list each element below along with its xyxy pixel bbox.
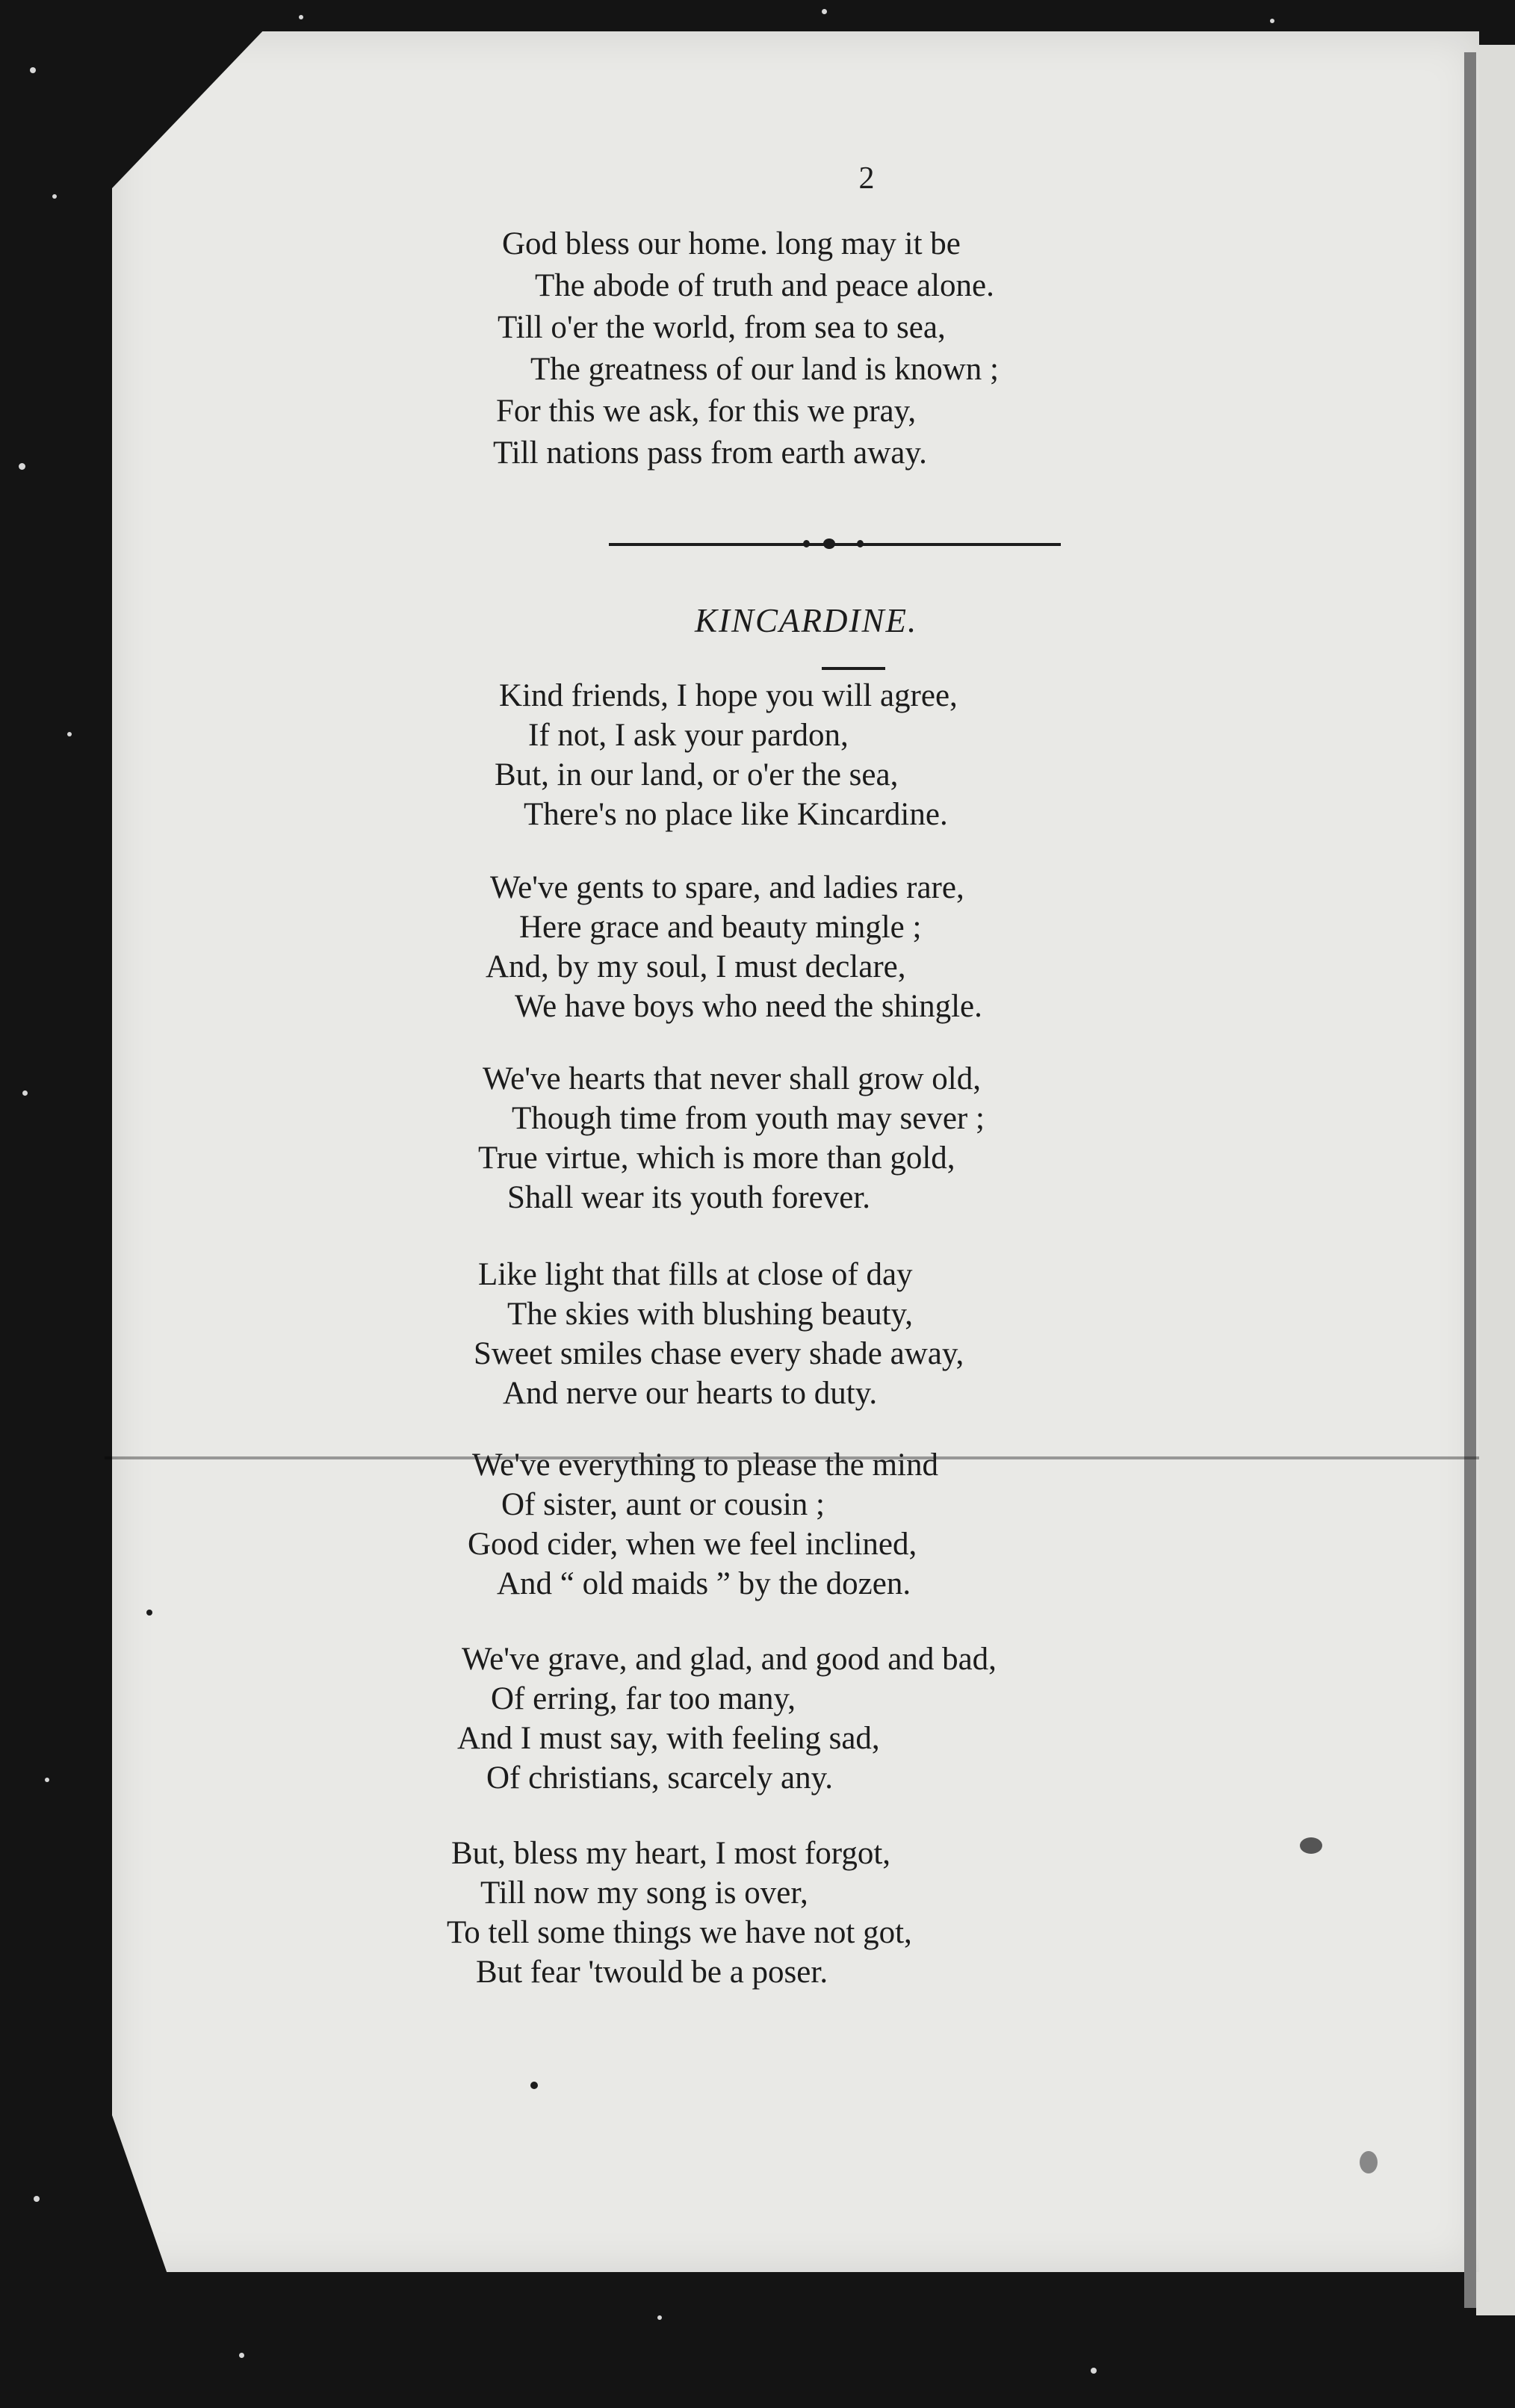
poem-line: And nerve our hearts to duty. <box>503 1376 878 1411</box>
ink-blot <box>1300 1837 1322 1854</box>
poem-line: To tell some things we have not got, <box>447 1915 912 1950</box>
dust-speck <box>822 9 827 14</box>
dust-speck <box>22 1090 28 1096</box>
poem-line: We've gents to spare, and ladies rare, <box>490 870 964 905</box>
poem-line: And I must say, with feeling sad, <box>457 1721 880 1756</box>
poem-line: The greatness of our land is known ; <box>530 352 999 387</box>
poem-line: But, bless my heart, I most forgot, <box>451 1836 891 1871</box>
poem-line: Here grace and beauty mingle ; <box>519 910 922 945</box>
dust-speck <box>30 67 36 73</box>
poem-line: Of erring, far too many, <box>491 1681 796 1716</box>
ink-blot <box>1360 2151 1378 2173</box>
poem-line: Good cider, when we feel inclined, <box>468 1527 917 1562</box>
dust-speck <box>239 2353 244 2358</box>
dust-speck <box>45 1778 49 1782</box>
poem-line: God bless our home. long may it be <box>502 226 961 261</box>
dust-speck <box>1091 2368 1097 2374</box>
poem-line: Sweet smiles chase every shade away, <box>474 1336 964 1371</box>
dust-speck <box>19 463 25 470</box>
dust-speck <box>67 732 72 736</box>
ink-dot <box>530 2082 538 2089</box>
dust-speck <box>34 2196 40 2202</box>
poem-line: Of christians, scarcely any. <box>486 1760 834 1796</box>
poem-line: We've hearts that never shall grow old, <box>483 1061 981 1096</box>
poem-line: There's no place like Kincardine. <box>524 797 948 832</box>
poem-line: Till o'er the world, from sea to sea, <box>498 310 946 345</box>
dust-speck <box>52 194 57 199</box>
poem-line: And “ old maids ” by the dozen. <box>497 1566 911 1601</box>
section-divider-ornament <box>803 540 810 547</box>
poem-line: We've everything to please the mind <box>472 1447 939 1483</box>
title-underline <box>822 667 885 670</box>
page-gutter-shadow <box>1464 52 1476 2308</box>
poem-line: Like light that fills at close of day <box>478 1257 913 1292</box>
adjacent-page-edge <box>1476 45 1515 2315</box>
poem-line: Till nations pass from earth away. <box>493 435 927 471</box>
page-number: 2 <box>858 161 875 196</box>
poem-line: Shall wear its youth forever. <box>507 1180 871 1215</box>
poem-line: True virtue, which is more than gold, <box>478 1141 955 1176</box>
poem-line: And, by my soul, I must declare, <box>486 949 906 984</box>
dust-speck <box>657 2315 662 2320</box>
dust-speck <box>1270 19 1274 23</box>
section-divider-ornament <box>857 540 864 547</box>
poem-title: KINCARDINE. <box>695 602 918 639</box>
poem-line: Kind friends, I hope you will agree, <box>499 678 958 713</box>
poem-line: For this we ask, for this we pray, <box>496 394 917 429</box>
ink-dot <box>146 1610 152 1616</box>
dust-speck <box>299 15 303 19</box>
poem-line: The skies with blushing beauty, <box>507 1297 914 1332</box>
poem-line: If not, I ask your pardon, <box>528 718 849 753</box>
poem-line: Though time from youth may sever ; <box>512 1101 985 1136</box>
poem-line: Of sister, aunt or cousin ; <box>501 1487 825 1522</box>
poem-line: But, in our land, or o'er the sea, <box>495 757 899 792</box>
poem-line: Till now my song is over, <box>480 1875 808 1911</box>
poem-line: The abode of truth and peace alone. <box>535 268 994 303</box>
section-divider-ornament <box>823 539 835 549</box>
poem-line: But fear 'twould be a poser. <box>476 1955 828 1990</box>
poem-line: We have boys who need the shingle. <box>515 989 982 1024</box>
poem-line: We've grave, and glad, and good and bad, <box>462 1642 997 1677</box>
